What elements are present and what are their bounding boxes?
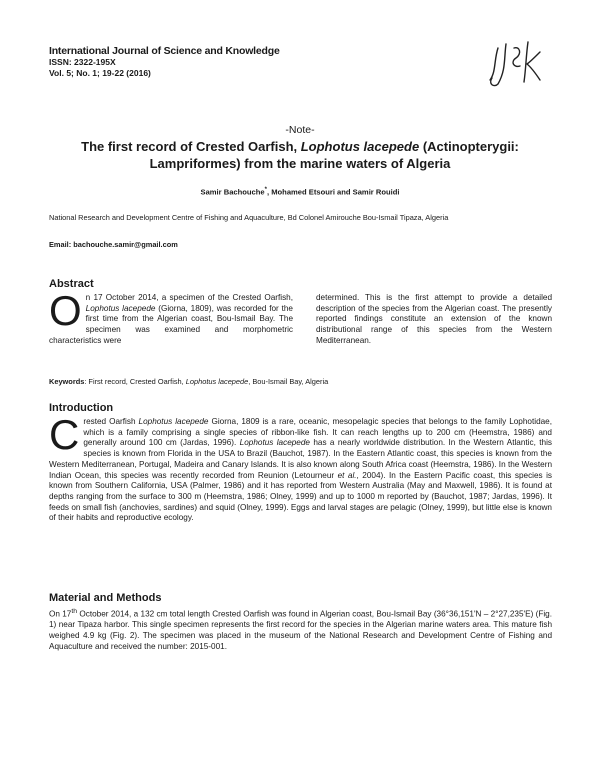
journal-volume: Vol. 5; No. 1; 19-22 (2016) xyxy=(49,68,151,78)
author-list: Samir Bachouche*, Mohamed Etsouri and Samir Rouidi xyxy=(200,187,400,197)
introduction-paragraph: Crested Oarfish Lophotus lacepede Giorna, 1809 is a rare, oceanic, mesopelagic species that belongs to the family Lophotidae, which is a family comprising a single species of ribbon-like fish. It can reach lengths up to 200 cm (Heemstra, 1986) and generally around 100 cm (Jardas, 1996). Lophotus lacepede has a nearly worldwide distribution. In the Western Atlantic, this species is known from Florida in the USA to Brazil (Bauchot, 1987). In the Eastern Atlantic coast, this species is known from the Western Mediterranean, Portugal, Madeira and Canary Islands. It is also known along South Africa coast (Heemstra, 1986). In the Western Indian Ocean, this species was recently recorded from Reunion (Letourneur et al., 2004). In the Eastern Pacific coast, this species is known from Southern California, USA (Palmer, 1986) and it has reported from Western Australia (May and Maxwell, 1986). It is found at depths ranging from the surface to 300 m (Heemstra, 1986; Olney, 1999) and up to 1000 m reported by (Bauchot, 1987; Jardas, 1996). It feeds on small fish (anchovies, sardines) and squid (Olney, 1999). Eggs and larval stages are pelagic (Olney, 1999), but little else is known of their habits and reproductive ecology. xyxy=(49,411,553,523)
abstract-dropcap: O xyxy=(49,287,82,334)
title-species: Lophotus lacepede xyxy=(300,139,420,154)
journal-issn: ISSN: 2322-195X xyxy=(49,57,116,67)
abstract-column-left: On 17 October 2014, a specimen of the Crested Oarfish, Lophotus lacepede (Giorna, 1809), was recorded for the first time from the Algerian coast, Bou-Ismail Bay. The specimen was examined and morphometric characteristics were xyxy=(49,287,293,345)
note-label: -Note- xyxy=(285,124,315,136)
keywords: Keywords: First record, Crested Oarfish, Lophotus lacepede, Bou-Ismail Bay, Algeria xyxy=(49,377,329,386)
abstract-column-right: determined. This is the first attempt to provide a detailed description of the species from the Algerian coast. The presently reported findings constitute an extension of the known distributional range of this species from the Western Mediterranean. xyxy=(316,293,552,345)
introduction-heading: Introduction xyxy=(49,402,114,414)
affiliation: National Research and Development Centre of Fishing and Aquaculture, Bd Colonel Amirouche Bou-Ismail Tipaza, Algeria xyxy=(49,213,449,222)
introduction-dropcap: C xyxy=(49,411,80,458)
article-title: The first record of Crested Oarfish, Lophotus lacepede (Actinopterygii: Lampriformes) from the marine waters of Algeria xyxy=(81,139,519,171)
journal-header xyxy=(49,45,280,79)
methods-heading: Material and Methods xyxy=(49,592,162,604)
methods-paragraph: On 17th October 2014, a 132 cm total length Crested Oarfish was found in Algerian coast, Bou-Ismail Bay (36°36,151'N – 2°27,235'E) (Fig. 1) near Tipaza harbor. This single specimen represents the first record for the species in the Algerian marine waters area. This mature fish weighed 4.9 kg (Fig. 2). The specimen was placed in the museum of the National Research and Development Centre of Fishing and Aquaculture and received the number: 2015-001. xyxy=(49,608,552,651)
abstract-heading: Abstract xyxy=(49,278,94,290)
journal-title: International Journal of Science and Knowledge xyxy=(49,45,280,57)
journal-logo xyxy=(484,38,544,88)
author-email: Email: bachouche.samir@gmail.com xyxy=(49,240,178,249)
corresponding-mark: * xyxy=(264,187,267,193)
